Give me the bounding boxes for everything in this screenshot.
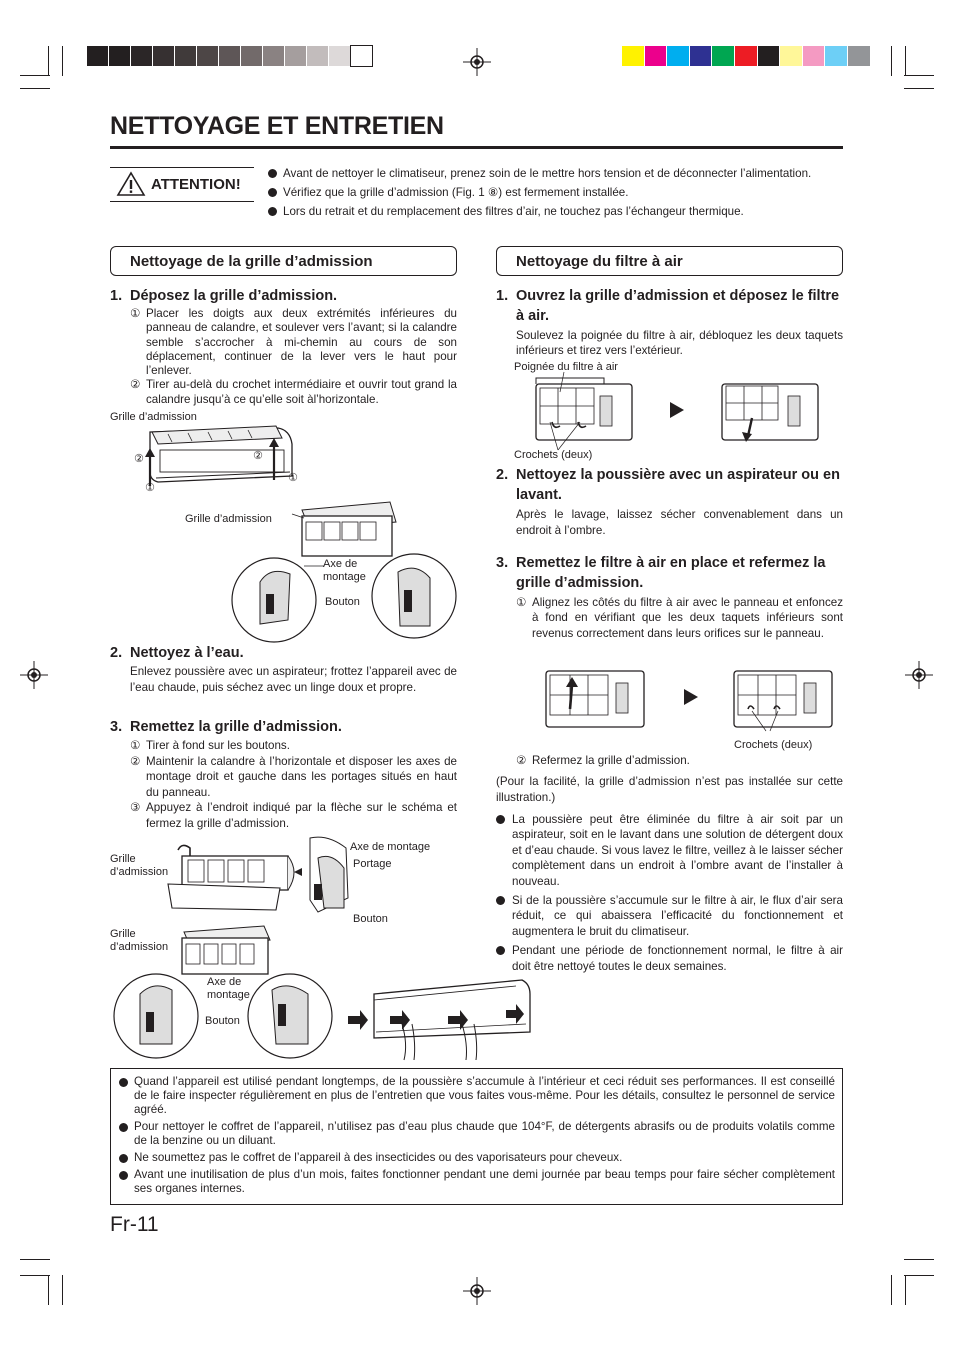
grille-install-figure (168, 838, 358, 928)
color-swatch (825, 46, 847, 66)
right-step2-body: Après le lavage, laissez sécher convenablement dans un endroit à l’ombre. (516, 508, 843, 537)
color-swatch (175, 46, 196, 66)
registration-mark-icon (905, 661, 933, 689)
registration-mark-icon (463, 1277, 491, 1305)
fig-marker: ① (288, 472, 298, 484)
color-swatch (285, 46, 306, 66)
color-swatch (735, 46, 757, 66)
crochets-leader-lines (540, 420, 600, 452)
color-swatch (712, 46, 734, 66)
color-swatch (645, 46, 667, 66)
page-number: Fr-11 (110, 1213, 159, 1236)
right-step3-sub2: ② Refermez la grille d’admission. (516, 754, 690, 767)
title-rule (110, 146, 843, 149)
note-item: Ne soumettez pas le coffret de l’appareil à des insecticides ou des vaporisateurs pour cheveux. (119, 1151, 835, 1165)
left-section-heading: Nettoyage de la grille d’admission (110, 246, 457, 276)
fig-label-crochets: Crochets (deux) (734, 739, 813, 751)
left-step1-body: ① Placer les doigts aux deux extrémités inférieures du panneau de calandre, et soulever vers l’avant; si la calandre semble s’accrocher à mi-chemin au cours de son déplacement, continuer de la lever vers le haut pour l’enlever. ② Tirer au-delà du crochet intermédiaire et ouvrir tout grand la calandre jusqu’à ce qu’elle soit àl’horizontale. (130, 307, 457, 406)
attention-item: Avant de nettoyer le climatiseur, prenez soin de le mettre hors tension et de déconnecter l’alimentation. (268, 166, 843, 181)
note-item: Avant une inutilisation de plus d’un mois, faites fonctionner pendant une demi journée par beau temps pour faire sécher complètement ses organes internes. (119, 1168, 835, 1196)
fig-label-axe: Axe de montage (207, 976, 250, 1001)
filter-bullet: Pendant une période de fonctionnement normal, le filtre à air doit être nettoyé toutes le deux semaines. (496, 943, 843, 974)
color-swatch (87, 46, 108, 66)
right-step1-title: 1. Ouvrez la grille d’admission et déposez le filtre à air. (496, 288, 840, 324)
attention-list (268, 166, 843, 219)
color-swatch (848, 46, 870, 66)
color-swatch (329, 46, 350, 66)
fig-label-portage: Portage (353, 858, 392, 870)
filter-install-figure (544, 667, 836, 731)
right-section-heading: Nettoyage du filtre à air (496, 246, 843, 276)
color-swatch (803, 46, 825, 66)
color-swatch (153, 46, 174, 66)
color-swatch (667, 46, 689, 66)
notes-box (110, 1068, 843, 1205)
grille-close-figure (112, 924, 532, 1060)
fig-label-grille: Grille d’admission (110, 853, 169, 878)
warning-triangle-icon (117, 172, 145, 196)
fig-label-grille: Grille d’admission (185, 513, 272, 525)
right-step3-paren: (Pour la facilité, la grille d’admission n’est pas installée sur cette illustration.) (496, 775, 843, 804)
left-step3-title: 3. Remettez la grille d’admission. (110, 719, 342, 735)
left-step2-body: Enlevez poussière avec un aspirateur; frottez l’appareil avec de l’eau chaude, puis séchez avec un linge doux et propre. (130, 665, 457, 694)
fig-label-grille: Grille d’admission (110, 928, 169, 953)
left-step2-title: 2. Nettoyez à l’eau. (110, 645, 244, 661)
attention-text: ATTENTION! (151, 176, 241, 193)
note-item: Quand l’appareil est utilisé pendant longtemps, de la poussière s’accumule à l’intérieur et ceci réduit ses performances. Il est conseillé de le faire inspecter régulièrement en plus de l’entretien que vous faites vous-même. Pour les détails, consultez le personnel de service agréé. (119, 1075, 835, 1116)
note-item: Pour nettoyer le coffret de l’appareil, n’utilisez pas d’eau plus chaude que 104°F, de détergents abrasifs ou de produits volatils comme de la benzine ou un diluant. (119, 1120, 835, 1148)
fig-label-poignee: Poignée du filtre à air (514, 361, 618, 373)
fig-marker: ② (134, 453, 144, 465)
fig-label-axe: Axe de montage (350, 841, 431, 853)
fig-label-axe: Axe de montage (323, 558, 366, 583)
color-swatch (351, 46, 372, 66)
fig-label-bouton: Bouton (205, 1015, 240, 1027)
left-step3-body: ① Tirer à fond sur les boutons. ② Maintenir la calandre à l’horizontale et disposer les axes de montage droit et gauche dans les portages situés en haut du panneau. ③ Appuyez à l’endroit indiqué par la flèche sur le schéma et fermez la grille d’admission. (130, 739, 457, 830)
right-step3-body: ① Alignez les côtés du filtre à air avec le panneau et enfoncez à fond en vérifiant que les deux taquets inférieurs sont revenus correctement dans leurs orifices sur le panneau. (516, 596, 843, 640)
page-title: NETTOYAGE ET ENTRETIEN (110, 112, 444, 140)
filter-bullet: Si de la poussière s’accumule sur le filtre à air, le flux d’air sera réduit, ce qui abaissera l’efficacité du fonctionnement et augmentera le bruit du climatiseur. (496, 893, 843, 939)
color-swatch (780, 46, 802, 66)
color-swatch (197, 46, 218, 66)
attention-label (110, 167, 254, 202)
color-swatch (109, 46, 130, 66)
registration-mark-icon (463, 48, 491, 76)
color-swatch (758, 46, 780, 66)
notes-list (119, 1075, 835, 1196)
filter-bullet: La poussière peut être éliminée du filtre à air soit par un aspirateur, soit en le lavant dans une solution de détergent doux et d’eau chaude. Si vous lavez le filtre, veillez à le laisser sécher complètement dans un endroit à l’ombre avant de l’installer à nouveau. (496, 812, 843, 889)
attention-item: Vérifiez que la grille d’admission (Fig. 1 ⑧) est fermement installée. (268, 185, 843, 200)
fig-marker: ② (253, 450, 263, 462)
registration-mark-icon (20, 661, 48, 689)
color-swatch (131, 46, 152, 66)
right-step2-title: 2. Nettoyez la poussière avec un aspirateur ou en lavant. (496, 467, 840, 503)
fig-label-crochets: Crochets (deux) (514, 449, 593, 461)
left-step1-title: 1. Déposez la grille d’admission. (110, 288, 338, 304)
color-swatch (307, 46, 328, 66)
right-step1-body: Soulevez la poignée du filtre à air, débloquez les deux taquets inférieurs et tirez vers l’extérieur. (516, 329, 843, 357)
color-swatch (263, 46, 284, 66)
fig-label-grille: Grille d’admission (110, 411, 197, 423)
fig-label-bouton: Bouton (325, 596, 360, 608)
color-swatch (622, 46, 644, 66)
right-step3-title: 3. Remettez le filtre à air en place et refermez la grille d’admission. (496, 555, 826, 591)
color-swatch (690, 46, 712, 66)
color-swatch (241, 46, 262, 66)
color-swatch (219, 46, 240, 66)
fig-marker: ① (145, 482, 155, 494)
attention-item: Lors du retrait et du remplacement des filtres d’air, ne touchez pas l’échangeur thermique. (268, 204, 843, 219)
fig-label-bouton: Bouton (353, 913, 388, 925)
right-bullets (496, 812, 843, 974)
